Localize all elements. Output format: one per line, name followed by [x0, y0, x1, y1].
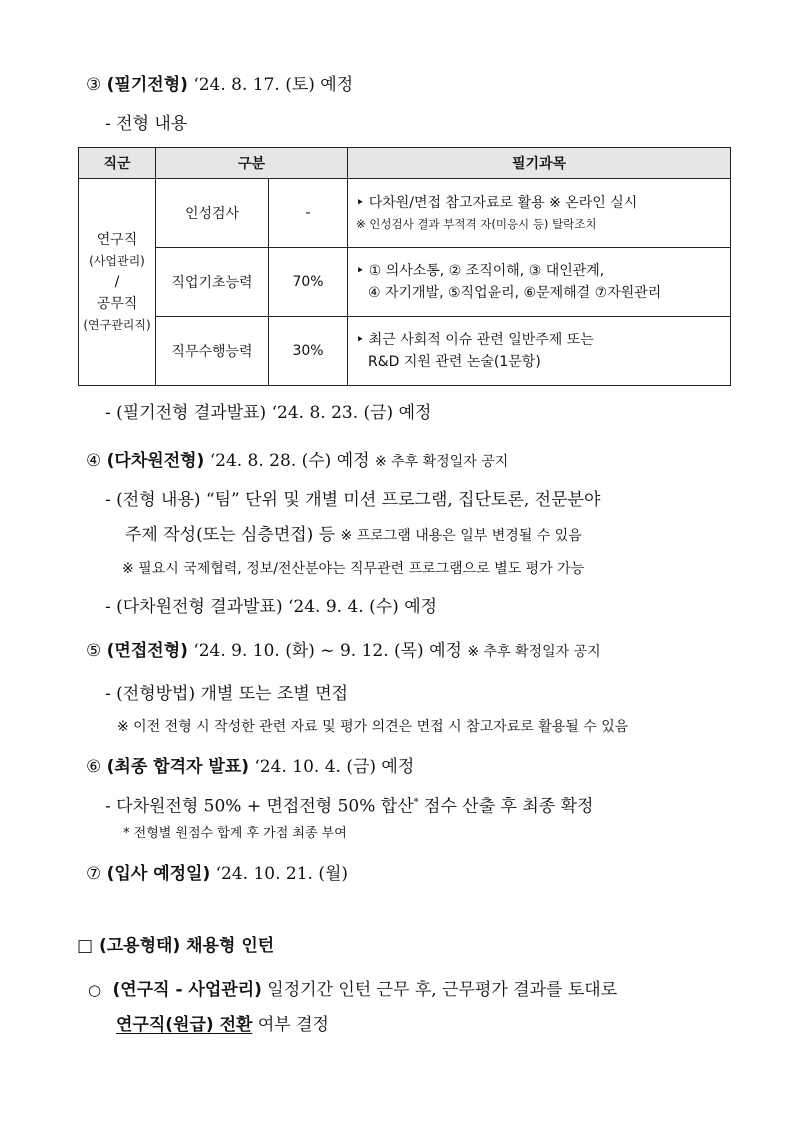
- step7-heading: [86, 863, 348, 885]
- step3-title: (필기전형): [106, 75, 188, 95]
- row-name: 인성검사: [156, 179, 269, 248]
- step4-content-2b: ※ 프로그램 내용은 일부 변경될 수 있음: [340, 528, 582, 544]
- employment-conversion: 연구직(원급) 전환: [116, 1015, 253, 1035]
- circle-bullet-icon: ○: [88, 981, 102, 999]
- employment-text-1: 일정기간 인턴 근무 후, 근무평가 결과를 토대로: [261, 980, 618, 1000]
- step4-content-2a: 주제 작성(또는 심층면접) 등: [125, 525, 336, 545]
- step7-title: (입사 예정일): [106, 864, 211, 884]
- step5-title: (면접전형): [106, 641, 188, 661]
- step7-date: ‘24. 10. 21. (월): [215, 864, 349, 884]
- step6-calc: [105, 792, 593, 818]
- table-row: [79, 179, 731, 248]
- employment-role: (연구직 - 사업관리): [112, 980, 262, 1000]
- step4-title: (다차원전형): [106, 451, 205, 471]
- step5-date: ‘24. 9. 10. (화) ~ 9. 12. (목) 예정: [193, 641, 462, 661]
- step5-method-note: ※ 이전 전형 시 작성한 관련 자료 및 평가 의견은 면접 시 참고자료로 활용될 수 있음: [117, 719, 629, 735]
- role-line-2: (사업관리): [89, 254, 145, 268]
- employment-detail-line-2: [116, 1014, 329, 1036]
- employment-text-2: 여부 결정: [252, 1015, 329, 1035]
- header-job-group: 직군: [79, 148, 156, 179]
- step6-date: ‘24. 10. 4. (금) 예정: [254, 757, 415, 777]
- step6-calc-b: 점수 산출 후 최종 확정: [418, 796, 594, 817]
- step5-method: - (전형방법) 개별 또는 조별 면접: [105, 684, 349, 704]
- employment-title: (고용형태) 채용형 인턴: [98, 936, 275, 956]
- row-subject-line-1: ‣ 다차원/면접 참고자료로 활용 ※ 온라인 실시: [356, 195, 638, 211]
- step5-number: ⑤: [86, 641, 102, 661]
- step7-number: ⑦: [86, 864, 102, 884]
- row-subject: [348, 179, 731, 248]
- role-line-1: 연구직: [96, 232, 138, 248]
- row-subject-line-2: ④ 자기개발, ⑤직업윤리, ⑥문제해결 ⑦자원관리: [368, 285, 662, 301]
- table-header-row: [79, 148, 731, 179]
- row-subject: [348, 248, 731, 317]
- checkbox-square-icon: □: [77, 936, 94, 956]
- role-line-4: 공무직: [96, 296, 138, 312]
- row-weight: 70%: [269, 248, 348, 317]
- step5-heading: [86, 640, 601, 662]
- employment-detail-line-1: [88, 979, 617, 1001]
- header-category: 구분: [156, 148, 348, 179]
- step3-number: ③: [86, 75, 102, 95]
- step4-content-line-3: ※ 필요시 국제협력, 정보/전산분야는 직무관련 프로그램으로 별도 평가 가능: [122, 561, 585, 577]
- role-line-5: (연구관리직): [83, 318, 151, 332]
- row-subject-line-1: ‣ 최근 사회적 이슈 관련 일반주제 또는: [356, 332, 594, 348]
- step4-result: - (다차원전형 결과발표) ‘24. 9. 4. (수) 예정: [105, 597, 438, 617]
- step6-number: ⑥: [86, 757, 102, 777]
- row-weight: 30%: [269, 317, 348, 386]
- row-weight: -: [269, 179, 348, 248]
- step3-heading: [86, 74, 353, 96]
- step3-content-label: - 전형 내용: [105, 114, 188, 134]
- row-name: 직무수행능력: [156, 317, 269, 386]
- step4-content-line-2: [125, 524, 582, 546]
- step5-note: ※ 추후 확정일자 공지: [467, 644, 601, 660]
- step4-content-line-1: - (전형 내용) “팀” 단위 및 개별 미션 프로그램, 집단토론, 전문분야: [105, 490, 601, 510]
- step3-result: - (필기전형 결과발표) ‘24. 8. 23. (금) 예정: [105, 403, 432, 423]
- step6-heading: [86, 756, 414, 778]
- header-subject: 필기과목: [348, 148, 731, 179]
- step3-date: ‘24. 8. 17. (토) 예정: [193, 75, 354, 95]
- row-subject-line-2: ※ 인성검사 결과 부적격 자(미응시 등) 탈락조치: [356, 217, 597, 231]
- row-subject-line-2: R&D 지원 관련 논술(1문항): [368, 354, 541, 370]
- row-subject: [348, 317, 731, 386]
- step6-calc-a: - 다차원전형 50% + 면접전형 50% 합산: [105, 796, 414, 817]
- table-row: [79, 248, 731, 317]
- step6-calc-star: *: [413, 797, 419, 808]
- step4-date: ‘24. 8. 28. (수) 예정: [209, 451, 370, 471]
- step6-calc-note: * 전형별 원점수 합계 후 가점 최종 부여: [123, 826, 347, 841]
- table-row: [79, 317, 731, 386]
- row-subject-line-1: ‣ ① 의사소통, ② 조직이해, ③ 대인관계,: [356, 263, 605, 279]
- step4-heading: [86, 450, 508, 472]
- role-line-3: /: [114, 274, 120, 290]
- step6-title: (최종 합격자 발표): [106, 757, 249, 777]
- row-name: 직업기초능력: [156, 248, 269, 317]
- employment-heading: [77, 935, 274, 957]
- written-test-table: [78, 147, 731, 386]
- role-cell: [79, 179, 156, 386]
- step4-note: ※ 추후 확정일자 공지: [374, 454, 509, 470]
- step4-number: ④: [86, 451, 102, 471]
